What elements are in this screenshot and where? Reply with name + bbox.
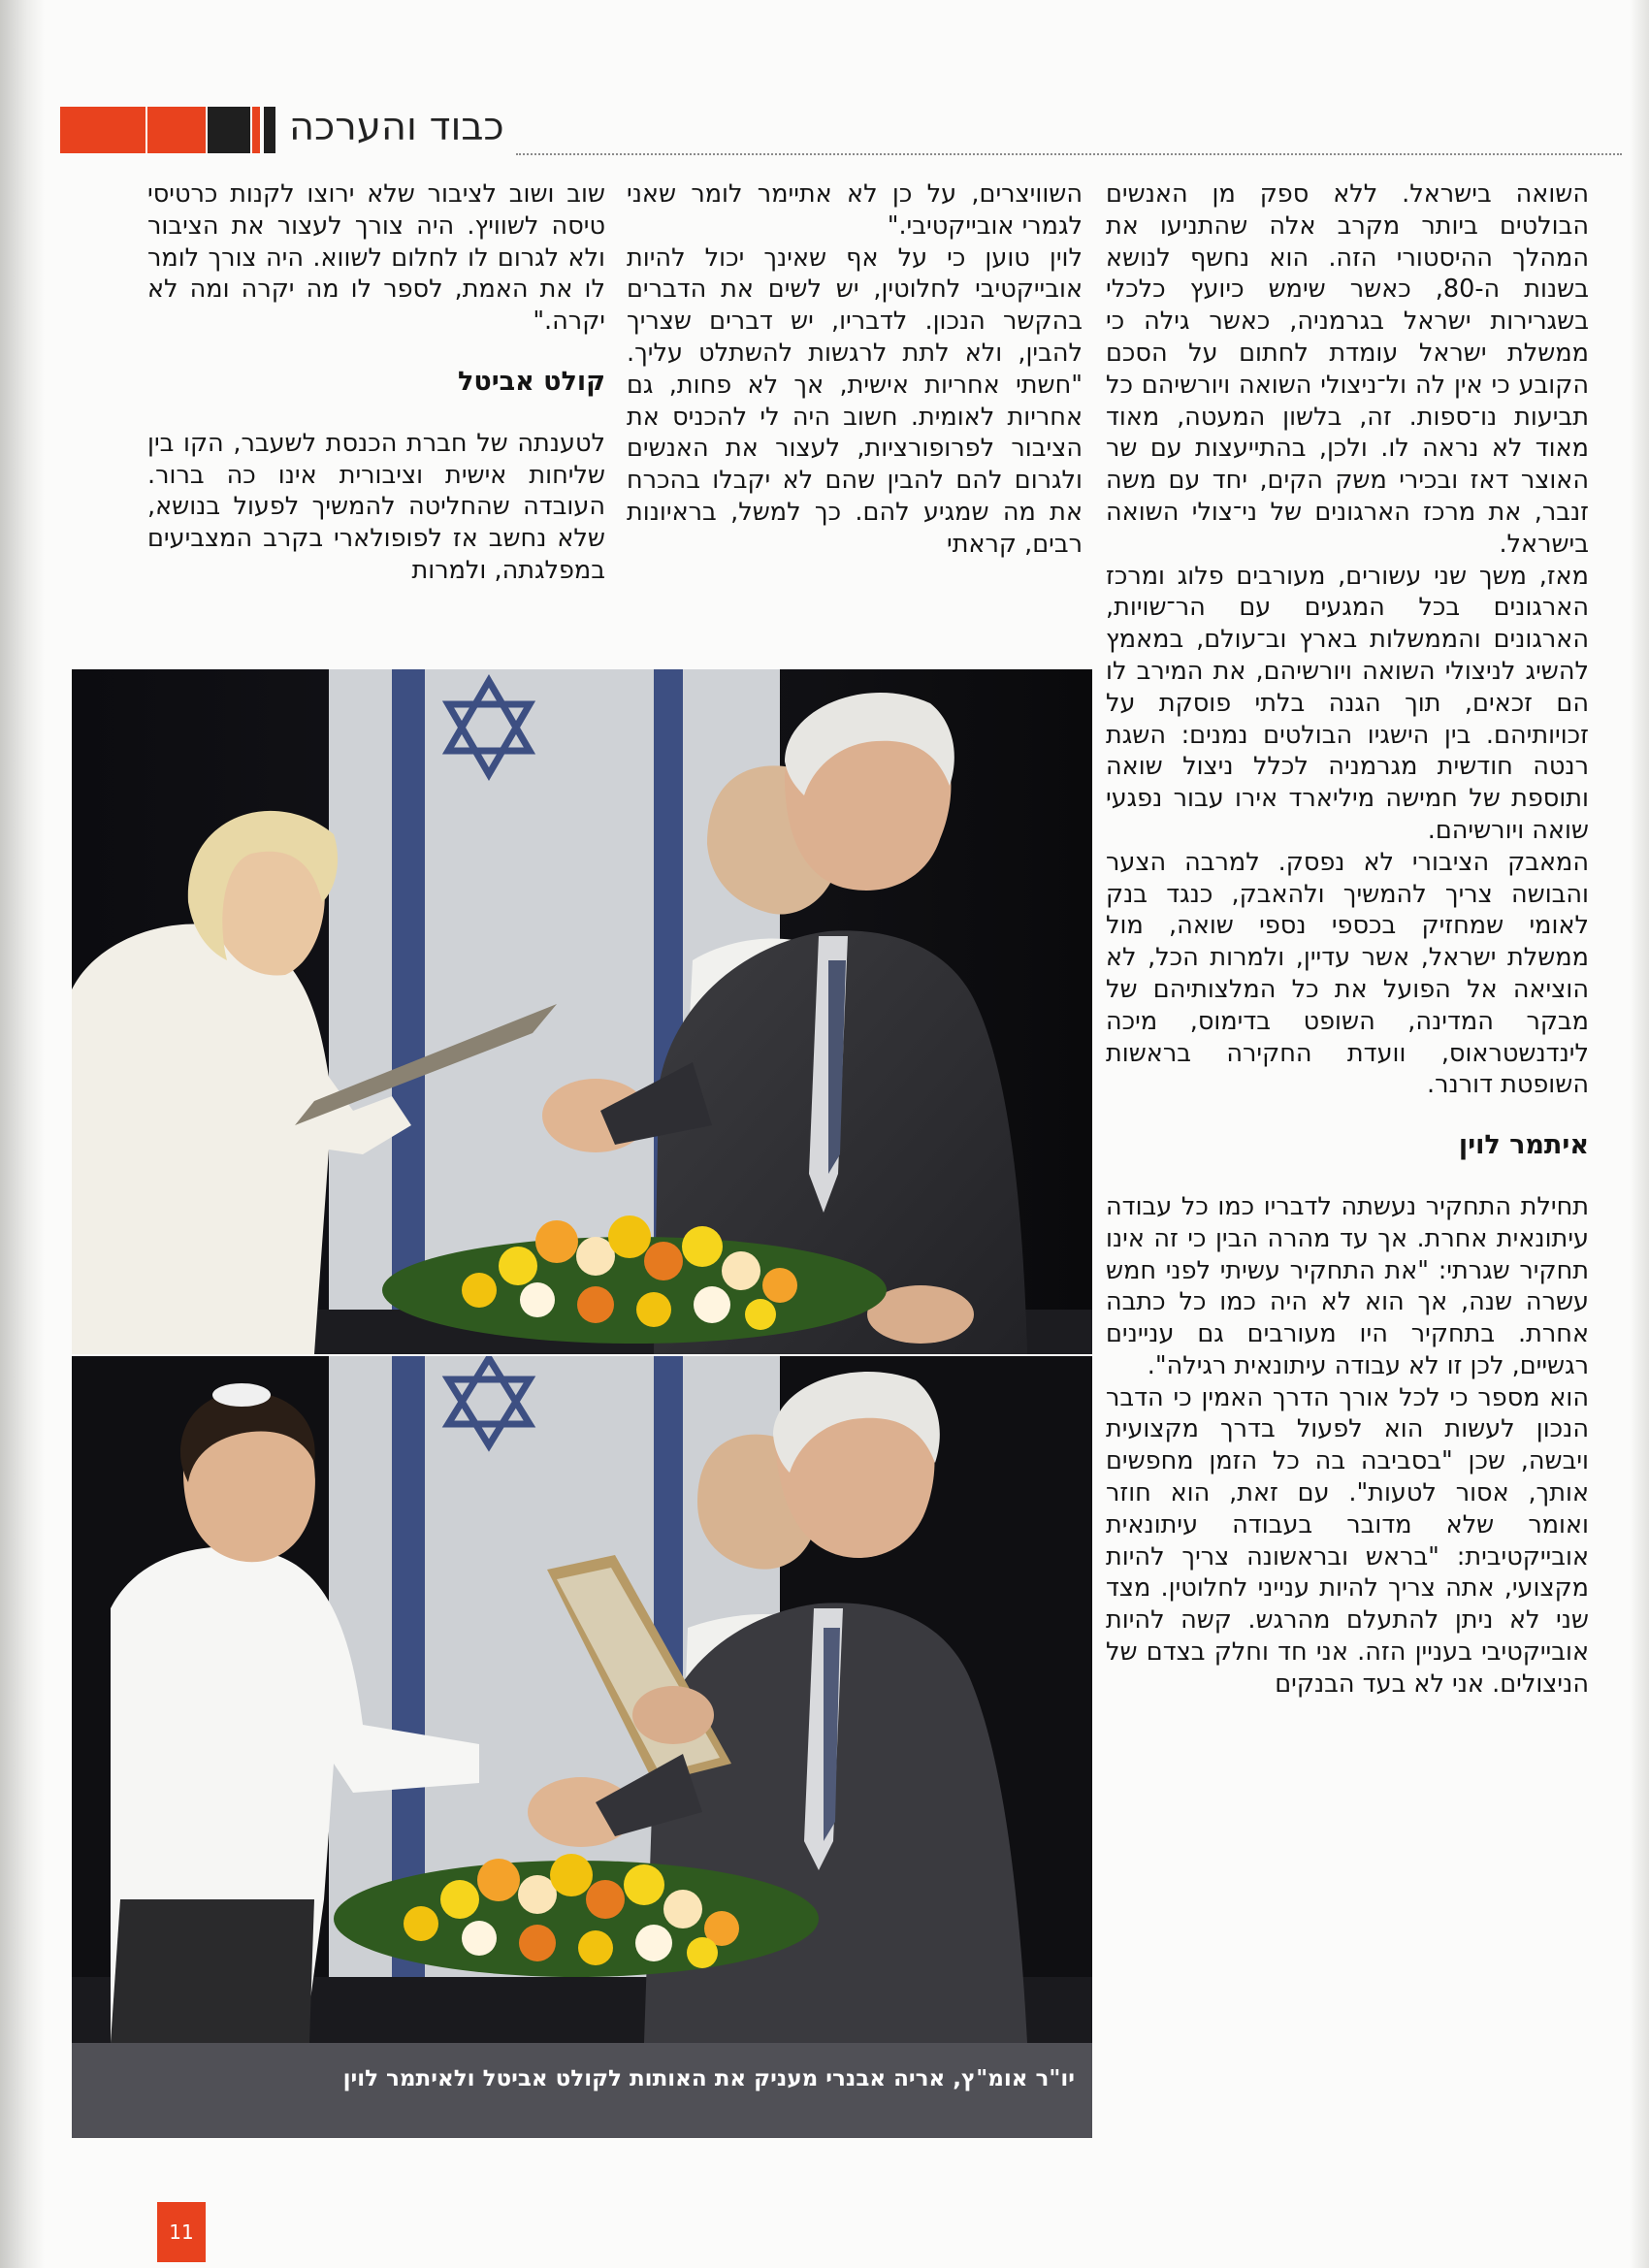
- section-title: כבוד והערכה: [289, 105, 504, 149]
- text-column-left: [147, 178, 605, 587]
- header-accent-block: [147, 107, 206, 153]
- paragraph: הוא מספר כי לכל אורך הדרך האמין כי הדבר הנכון לעשות הוא לפעול בדרך מקצועית ויבשה, שכן "בסביבה בה כל הזמן מחפשים אותך, אסור לטעות". עם זאת, הוא חוזר ואומר שלא מדובר בעבודה עיתונאית אובייקטיבית: "בראש ובראשונה צריך להיות מקצועי, אתה צריך להיות ענייני לחלוטין. מצד שני לא ניתן להתעלם מהרגש. קשה להיות אובייקטיבי בעניין הזה. אני חד וחלק בצדם של הניצולים. אני לא בעד הבנקים: [1106, 1382, 1589, 1699]
- section-header: [60, 105, 1622, 157]
- paragraph: לוין טוען כי על אף שאינך יכול להיות אובייקטיבי לחלוטין, יש לשים את הדברים בהקשר הנכון. לדבריו, יש דברים שצריך להבין, ולא לתת לרגשות להשתלט עליך. "חשתי אחריות אישית, אך לא פחות, גם אחריות לאומית. חשוב היה לי להכניס את הציבור לפרופורציות, לעצור את האנשים ולגרום להם להבין שהם לא יקבלו בהכרח את מה שמגיע להם. כך למשל, בראיונות רבים, קראתי: [627, 243, 1083, 559]
- page-edge-shadow: [1630, 0, 1649, 2268]
- photo-illustration: [72, 669, 1092, 1354]
- page-number: 11: [157, 2202, 206, 2262]
- paragraph: השוויצרים, על כן לא אתיימר לומר שאני לגמרי אובייקטיבי.": [627, 179, 1083, 241]
- paragraph: לטענתה של חברת הכנסת לשעבר, הקו בין שליחות אישית וציבורית אינו כה ברור. העובדה שהחליטה להמשיך לפעול בנושא, שלא נחשב אז לפופולארי בקרב המצביעים במפלגתה, ולמרות: [147, 428, 605, 585]
- header-accent-block: [60, 107, 146, 153]
- header-dark-block: [208, 107, 250, 153]
- text-column-right: [1106, 178, 1589, 1701]
- photo-illustration: [72, 1356, 1092, 2043]
- subheading-itamar-levin: איתמר לוין: [1458, 1130, 1589, 1161]
- paragraph: השואה בישראל. ללא ספק מן האנשים הבולטים ביותר מקרב אלה שהתניעו את המהלך ההיסטורי הזה. הוא נחשף לנושא בשנות ה-80, כאשר שימש כיועץ כלכלי בשגרירות ישראל בגרמניה, כאשר גילה כי ממשלת ישראל עומדת לחתום על הסכם הקובע כי אין לה ול־ניצולי השואה ויורשיהם כל תביעות נו־ספות. זה, בלשון המעטה, מאוד מאוד לא נראה לו. ולכן, בהתייעצות עם שר האוצר דאז ובכירי משק הקים, יחד עם משה זנבר, את מרכז הארגונים של ני־צולי השואה בישראל.: [1106, 179, 1589, 559]
- paragraph: תחילת התחקיר נעשתה לדבריו כמו כל עבודה עיתונאית אחרת. אך עד מהרה הבין כי זה אינו תחקיר שגרתי: "את התחקיר עשיתי לפני חמש עשרה שנה, אך הוא לא היה כמו כל כתבה אחרת. בתחקיר היו מעורבים גם עניינים רגשיים, לכן זו לא עבודה עיתונאית רגילה".: [1106, 1191, 1589, 1380]
- header-dotted-rule: [516, 153, 1622, 155]
- paragraph: המאבק הציבורי לא נפסק. למרבה הצער והבושה צריך להמשיך ולהאבק, כנגד בנק לאומי שמחזיק בכספי נספי שואה, מול ממשלת ישראל, אשר עדיין, ולמרות הכל, לא הוציאה אל הפועל את כל המלצותיהם של מבקר המדינה, השופט בדימוס, מיכה לינדנשטראוס, וועדת החקירה בראשות השופטת דורנר.: [1106, 847, 1589, 1100]
- photo-caption: יו"ר אומ"ץ, אריה אבנרי מעניק את האותות לקולט אביטל ולאיתמר לוין: [342, 2066, 1075, 2091]
- text-column-middle: [627, 178, 1083, 561]
- paragraph: מאז, משך שני עשורים, מעורבים פלוג ומרכז הארגונים בכל המגעים עם הר־שויות, הארגונים והממשלות בארץ וב־עולם, במאמץ להשיג לניצולי השואה ויורשיהם, את המירב לו הם זכאים, תוך הגנה בלתי פוסקת על זכויותיהם. בין הישגיו הבולטים נמנים: השגת רנטה חודשית מגרמניה לכלל ניצול שואה ותוספת של חמישה מיליארד אירו עבור נפגעי שואה ויורשיהם.: [1106, 561, 1589, 845]
- binding-shadow: [0, 0, 45, 2268]
- subheading-colette-avital: קולט אביטל: [458, 366, 605, 397]
- paragraph: שוב ושוב לציבור שלא ירוצו לקנות כרטיסי טיסה לשוויץ. היה צורך לעצור את הציבור ולא לגרום לו לחלום לשווא. היה צורך לומר לו את האמת, לספר לו מה יקרה ומה לא יקרה.": [147, 179, 605, 337]
- photo-handshake-young-man: [72, 1356, 1092, 2043]
- photo-handshake-woman: [72, 669, 1092, 1354]
- header-dark-block: [264, 107, 275, 153]
- photo-caption-band: [72, 2043, 1092, 2138]
- header-accent-block: [252, 107, 260, 153]
